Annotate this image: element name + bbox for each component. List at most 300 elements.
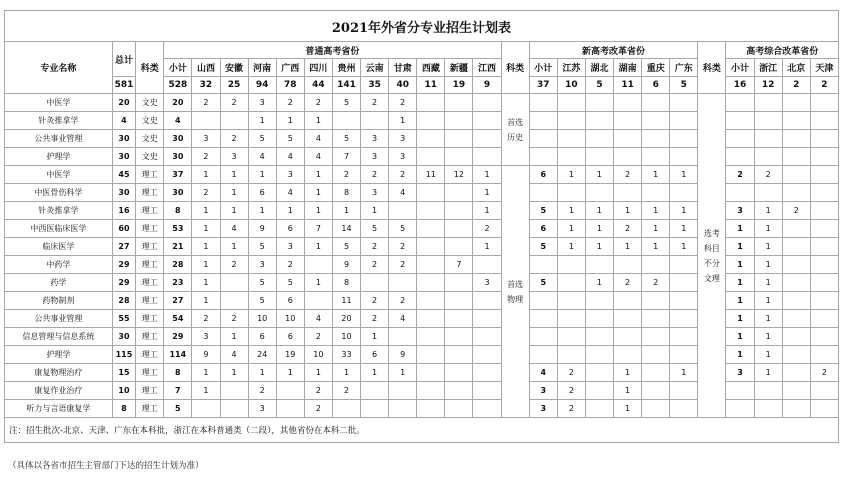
cell-regular: 10 xyxy=(332,328,360,346)
major-total: 10 xyxy=(112,382,135,400)
cell-comp xyxy=(810,112,838,130)
new-subject-label xyxy=(501,94,529,166)
cell-regular: 4 xyxy=(304,310,332,328)
cell-new xyxy=(642,328,670,346)
cell-regular: 6 xyxy=(248,184,276,202)
cell-regular: 1 xyxy=(276,202,304,220)
cell-comp: 1 xyxy=(726,310,754,328)
cell-regular: 11 xyxy=(417,166,445,184)
cell-regular: 53 xyxy=(164,220,192,238)
major-total: 55 xyxy=(112,310,135,328)
cell-regular xyxy=(220,292,248,310)
cell-regular: 1 xyxy=(192,382,220,400)
header-subject-regular: 科类 xyxy=(136,42,164,94)
cell-new xyxy=(642,256,670,274)
cell-regular xyxy=(445,292,473,310)
cell-new xyxy=(529,292,557,310)
cell-new: 1 xyxy=(614,382,642,400)
major-name: 针灸推拿学 xyxy=(5,112,113,130)
cell-regular xyxy=(473,148,501,166)
header-province: 新疆 xyxy=(445,59,473,77)
cell-comp xyxy=(726,382,754,400)
cell-new: 1 xyxy=(670,220,698,238)
cell-new xyxy=(557,292,585,310)
cell-new: 6 xyxy=(529,166,557,184)
cell-regular xyxy=(445,112,473,130)
cell-regular: 12 xyxy=(445,166,473,184)
cell-new xyxy=(642,148,670,166)
cell-regular: 30 xyxy=(164,184,192,202)
cell-new xyxy=(585,292,613,310)
cell-comp xyxy=(754,382,782,400)
cell-regular: 20 xyxy=(164,94,192,112)
cell-comp: 1 xyxy=(726,256,754,274)
footnote: （具体以各省市招生主管部门下达的招生计划为准） xyxy=(8,461,204,471)
cell-comp: 1 xyxy=(754,310,782,328)
header-major: 专业名称 xyxy=(5,42,113,94)
cell-comp xyxy=(810,184,838,202)
cell-regular: 3 xyxy=(389,130,417,148)
cell-new: 1 xyxy=(585,166,613,184)
cell-comp: 1 xyxy=(754,364,782,382)
cell-comp: 2 xyxy=(754,166,782,184)
cell-comp: 1 xyxy=(754,220,782,238)
cell-new: 1 xyxy=(642,166,670,184)
cell-regular: 2 xyxy=(473,220,501,238)
cell-regular: 10 xyxy=(248,310,276,328)
cell-comp: 1 xyxy=(754,238,782,256)
cell-regular: 27 xyxy=(164,292,192,310)
cell-regular xyxy=(332,112,360,130)
cell-new: 2 xyxy=(557,400,585,418)
major-subject: 理工 xyxy=(136,166,164,184)
header-province: 江苏 xyxy=(557,59,585,77)
subject-label-line: 物理 xyxy=(507,294,524,304)
subject-label-line: 不分 xyxy=(703,258,720,268)
cell-regular: 1 xyxy=(248,364,276,382)
cell-new xyxy=(585,184,613,202)
cell-new: 2 xyxy=(557,382,585,400)
cell-regular: 4 xyxy=(220,346,248,364)
province-total: 94 xyxy=(248,77,276,94)
major-name: 公共事业管理 xyxy=(5,310,113,328)
header-total: 总计 xyxy=(112,42,135,77)
major-subject: 理工 xyxy=(136,382,164,400)
cell-new xyxy=(614,130,642,148)
subject-label-line: 首选 xyxy=(507,279,524,289)
cell-comp xyxy=(810,148,838,166)
cell-new xyxy=(585,328,613,346)
province-total: 16 xyxy=(726,77,754,94)
cell-new: 2 xyxy=(614,166,642,184)
header-group-comp: 高考综合改革省份 xyxy=(726,42,838,59)
cell-comp: 1 xyxy=(754,292,782,310)
cell-regular: 30 xyxy=(164,148,192,166)
cell-new: 1 xyxy=(614,202,642,220)
major-total: 30 xyxy=(112,328,135,346)
cell-new: 1 xyxy=(670,364,698,382)
cell-regular: 1 xyxy=(361,364,389,382)
cell-regular: 1 xyxy=(389,112,417,130)
cell-comp xyxy=(810,238,838,256)
cell-comp xyxy=(810,130,838,148)
cell-new: 1 xyxy=(557,166,585,184)
cell-new xyxy=(670,112,698,130)
cell-regular: 1 xyxy=(389,364,417,382)
cell-comp xyxy=(782,220,810,238)
major-name: 临床医学 xyxy=(5,238,113,256)
cell-new xyxy=(529,94,557,112)
cell-comp xyxy=(810,328,838,346)
cell-new xyxy=(585,310,613,328)
cell-new xyxy=(585,94,613,112)
header-province: 云南 xyxy=(361,59,389,77)
cell-regular xyxy=(304,256,332,274)
cell-regular xyxy=(361,400,389,418)
cell-new xyxy=(557,94,585,112)
cell-comp xyxy=(810,256,838,274)
major-name: 中医骨伤科学 xyxy=(5,184,113,202)
cell-regular: 1 xyxy=(192,220,220,238)
cell-regular: 21 xyxy=(164,238,192,256)
cell-regular xyxy=(473,292,501,310)
cell-regular: 7 xyxy=(304,220,332,238)
cell-new xyxy=(585,382,613,400)
cell-new xyxy=(670,94,698,112)
cell-regular: 4 xyxy=(248,148,276,166)
cell-regular xyxy=(473,400,501,418)
cell-regular: 1 xyxy=(304,274,332,292)
cell-regular: 2 xyxy=(304,328,332,346)
header-subject-new: 科类 xyxy=(501,42,529,94)
major-subject: 理工 xyxy=(136,184,164,202)
cell-regular: 1 xyxy=(361,328,389,346)
cell-regular: 2 xyxy=(248,382,276,400)
cell-regular: 8 xyxy=(332,184,360,202)
cell-new xyxy=(642,184,670,202)
province-total: 11 xyxy=(417,77,445,94)
cell-regular xyxy=(417,112,445,130)
header-new-subtotal: 小计 xyxy=(529,59,557,77)
cell-regular: 5 xyxy=(389,220,417,238)
cell-new xyxy=(529,346,557,364)
cell-regular: 3 xyxy=(248,256,276,274)
subject-label-line: 首选 xyxy=(507,117,524,127)
cell-regular: 1 xyxy=(304,112,332,130)
cell-regular: 5 xyxy=(332,94,360,112)
cell-regular: 10 xyxy=(276,310,304,328)
table-title: 2021年外省分专业招生计划表 xyxy=(5,11,839,42)
cell-regular: 1 xyxy=(276,364,304,382)
subject-label-line: 文理 xyxy=(703,273,720,283)
cell-regular: 5 xyxy=(248,292,276,310)
cell-regular: 5 xyxy=(276,130,304,148)
cell-regular: 6 xyxy=(248,328,276,346)
cell-new xyxy=(585,130,613,148)
cell-regular: 6 xyxy=(276,328,304,346)
cell-regular: 4 xyxy=(304,130,332,148)
cell-regular: 5 xyxy=(248,130,276,148)
cell-new xyxy=(614,256,642,274)
major-name: 公共事业管理 xyxy=(5,130,113,148)
cell-regular: 3 xyxy=(361,148,389,166)
cell-regular xyxy=(417,202,445,220)
cell-new xyxy=(642,310,670,328)
cell-regular: 1 xyxy=(304,238,332,256)
cell-regular: 2 xyxy=(389,94,417,112)
cell-regular: 2 xyxy=(332,382,360,400)
cell-regular: 3 xyxy=(248,400,276,418)
cell-comp: 1 xyxy=(726,274,754,292)
major-name: 中医学 xyxy=(5,94,113,112)
major-name: 护理学 xyxy=(5,346,113,364)
cell-regular: 3 xyxy=(192,130,220,148)
major-total: 30 xyxy=(112,148,135,166)
cell-regular: 5 xyxy=(248,274,276,292)
cell-regular: 3 xyxy=(473,274,501,292)
cell-new xyxy=(614,310,642,328)
major-name: 康复物理治疗 xyxy=(5,364,113,382)
cell-new xyxy=(585,400,613,418)
major-subject: 文史 xyxy=(136,130,164,148)
cell-new: 4 xyxy=(529,364,557,382)
note-row xyxy=(5,418,839,443)
cell-comp xyxy=(782,364,810,382)
cell-regular: 4 xyxy=(220,220,248,238)
province-total: 2 xyxy=(810,77,838,94)
cell-regular: 1 xyxy=(192,274,220,292)
cell-regular: 1 xyxy=(192,364,220,382)
cell-regular: 1 xyxy=(473,238,501,256)
cell-regular: 1 xyxy=(248,112,276,130)
cell-new: 3 xyxy=(529,382,557,400)
cell-regular xyxy=(417,238,445,256)
cell-regular: 2 xyxy=(192,310,220,328)
cell-regular: 1 xyxy=(220,238,248,256)
cell-regular: 1 xyxy=(332,202,360,220)
comp-subject-label xyxy=(698,94,726,418)
cell-regular: 6 xyxy=(276,220,304,238)
cell-regular: 1 xyxy=(473,184,501,202)
cell-regular xyxy=(473,364,501,382)
cell-regular: 1 xyxy=(361,202,389,220)
cell-regular: 2 xyxy=(361,292,389,310)
cell-regular: 37 xyxy=(164,166,192,184)
cell-new: 1 xyxy=(585,202,613,220)
cell-regular: 9 xyxy=(192,346,220,364)
cell-regular: 1 xyxy=(473,166,501,184)
province-total: 44 xyxy=(304,77,332,94)
cell-comp xyxy=(726,130,754,148)
cell-comp xyxy=(810,310,838,328)
cell-regular: 7 xyxy=(445,256,473,274)
grand-total: 581 xyxy=(112,77,135,94)
cell-new xyxy=(670,148,698,166)
cell-regular xyxy=(473,256,501,274)
province-total: 9 xyxy=(473,77,501,94)
cell-new xyxy=(557,112,585,130)
cell-new xyxy=(529,112,557,130)
cell-new: 2 xyxy=(614,220,642,238)
cell-new: 1 xyxy=(642,202,670,220)
cell-comp xyxy=(754,112,782,130)
cell-regular: 10 xyxy=(304,346,332,364)
cell-new: 1 xyxy=(642,220,670,238)
cell-new: 1 xyxy=(670,202,698,220)
cell-regular: 3 xyxy=(192,328,220,346)
major-name: 药学 xyxy=(5,274,113,292)
cell-regular: 5 xyxy=(248,238,276,256)
cell-new xyxy=(557,328,585,346)
cell-comp xyxy=(754,130,782,148)
major-total: 15 xyxy=(112,364,135,382)
cell-comp xyxy=(810,166,838,184)
header-province: 安徽 xyxy=(220,59,248,77)
cell-regular xyxy=(389,400,417,418)
major-subject: 理工 xyxy=(136,400,164,418)
cell-new xyxy=(529,328,557,346)
subject-label-line: 历史 xyxy=(507,132,524,142)
major-total: 20 xyxy=(112,94,135,112)
cell-new: 1 xyxy=(670,166,698,184)
cell-new xyxy=(557,256,585,274)
header-province: 江西 xyxy=(473,59,501,77)
cell-regular: 2 xyxy=(304,94,332,112)
cell-new xyxy=(670,256,698,274)
province-total: 6 xyxy=(642,77,670,94)
major-total: 16 xyxy=(112,202,135,220)
cell-new xyxy=(614,112,642,130)
cell-regular: 2 xyxy=(361,310,389,328)
cell-regular: 30 xyxy=(164,130,192,148)
cell-regular xyxy=(445,346,473,364)
subject-label-line: 科目 xyxy=(703,243,720,253)
cell-regular xyxy=(473,112,501,130)
cell-regular: 3 xyxy=(276,166,304,184)
cell-comp: 1 xyxy=(726,328,754,346)
cell-regular: 2 xyxy=(361,94,389,112)
cell-comp xyxy=(782,148,810,166)
cell-regular: 9 xyxy=(332,256,360,274)
header-province: 广西 xyxy=(276,59,304,77)
cell-regular: 2 xyxy=(220,130,248,148)
province-total: 25 xyxy=(220,77,248,94)
cell-regular: 4 xyxy=(304,148,332,166)
cell-new xyxy=(642,94,670,112)
cell-new xyxy=(557,310,585,328)
cell-new xyxy=(529,256,557,274)
cell-regular xyxy=(445,400,473,418)
cell-regular: 1 xyxy=(304,364,332,382)
cell-regular: 1 xyxy=(473,202,501,220)
header-province: 河南 xyxy=(248,59,276,77)
cell-regular xyxy=(445,310,473,328)
cell-new: 3 xyxy=(529,400,557,418)
cell-regular: 4 xyxy=(164,112,192,130)
enrollment-plan-table xyxy=(4,10,839,443)
province-total: 528 xyxy=(164,77,192,94)
cell-comp xyxy=(782,346,810,364)
cell-regular: 1 xyxy=(220,202,248,220)
cell-regular xyxy=(445,94,473,112)
header-province: 湖北 xyxy=(585,59,613,77)
cell-regular: 1 xyxy=(220,184,248,202)
cell-new: 5 xyxy=(529,238,557,256)
cell-comp xyxy=(782,328,810,346)
cell-new: 6 xyxy=(529,220,557,238)
province-total: 5 xyxy=(670,77,698,94)
cell-regular xyxy=(417,364,445,382)
cell-regular xyxy=(445,184,473,202)
cell-new xyxy=(642,400,670,418)
cell-regular xyxy=(417,400,445,418)
major-subject: 理工 xyxy=(136,238,164,256)
province-total: 141 xyxy=(332,77,360,94)
header-province: 浙江 xyxy=(754,59,782,77)
cell-new xyxy=(670,184,698,202)
cell-regular xyxy=(361,274,389,292)
cell-new xyxy=(642,364,670,382)
cell-new xyxy=(642,112,670,130)
cell-new xyxy=(585,346,613,364)
cell-regular: 2 xyxy=(389,166,417,184)
cell-comp: 2 xyxy=(782,202,810,220)
cell-comp: 3 xyxy=(726,364,754,382)
cell-regular: 5 xyxy=(332,238,360,256)
cell-regular: 1 xyxy=(304,184,332,202)
cell-regular: 2 xyxy=(192,148,220,166)
cell-comp xyxy=(810,94,838,112)
cell-new xyxy=(614,328,642,346)
major-subject: 理工 xyxy=(136,220,164,238)
cell-regular: 1 xyxy=(192,292,220,310)
province-total: 5 xyxy=(585,77,613,94)
cell-regular xyxy=(389,274,417,292)
cell-regular: 6 xyxy=(276,292,304,310)
cell-new: 1 xyxy=(614,400,642,418)
cell-new: 1 xyxy=(642,238,670,256)
cell-regular xyxy=(192,112,220,130)
cell-regular: 1 xyxy=(192,238,220,256)
cell-regular: 1 xyxy=(276,112,304,130)
cell-regular: 33 xyxy=(332,346,360,364)
cell-regular: 4 xyxy=(276,148,304,166)
cell-regular xyxy=(220,400,248,418)
cell-new: 1 xyxy=(557,202,585,220)
cell-new xyxy=(585,112,613,130)
cell-regular: 1 xyxy=(304,202,332,220)
cell-new xyxy=(614,346,642,364)
cell-regular: 2 xyxy=(276,94,304,112)
major-total: 4 xyxy=(112,112,135,130)
cell-comp xyxy=(810,202,838,220)
cell-comp xyxy=(754,148,782,166)
cell-new xyxy=(614,184,642,202)
header-province: 湖南 xyxy=(614,59,642,77)
cell-regular xyxy=(445,148,473,166)
cell-regular xyxy=(220,274,248,292)
cell-regular: 2 xyxy=(389,292,417,310)
cell-new xyxy=(642,382,670,400)
cell-regular: 2 xyxy=(332,166,360,184)
cell-regular xyxy=(389,328,417,346)
cell-regular xyxy=(417,292,445,310)
cell-regular xyxy=(361,112,389,130)
cell-comp xyxy=(782,310,810,328)
cell-regular xyxy=(417,382,445,400)
cell-new xyxy=(585,148,613,166)
major-total: 45 xyxy=(112,166,135,184)
